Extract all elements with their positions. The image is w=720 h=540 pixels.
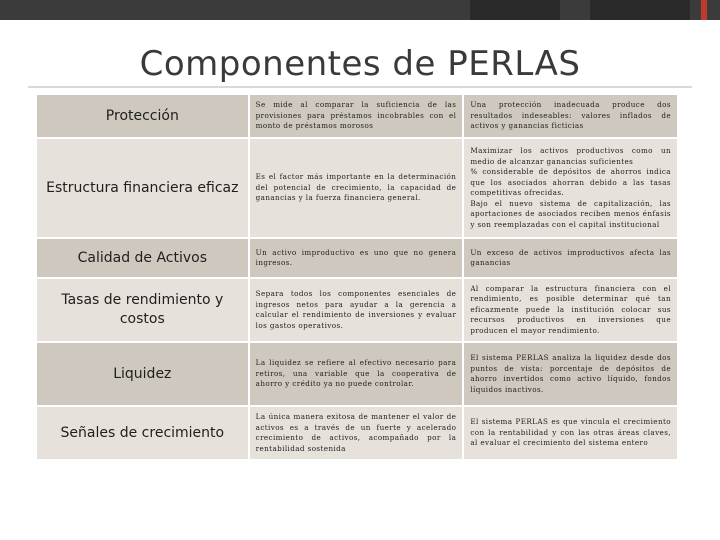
effect-line: Al comparar la estructura financiera con el rendimiento, es posible determinar qué tan eficazmente puede la institución colocar sus recursos productivos en inversiones que producen el mayor rendimiento. <box>470 283 671 335</box>
effect-cell <box>464 407 677 459</box>
component-label: Tasas de rendimiento y costos <box>37 279 248 341</box>
effect-line: El sistema PERLAS es que vincula el crecimiento con la rentabilidad y con las otras áreas claves, al evaluar el crecimiento del sistema entero <box>470 417 671 448</box>
top-bar-segment <box>470 0 560 20</box>
table-row <box>37 139 677 237</box>
description-cell: Separa todos los componentes esenciales de ingresos netos para ayudar a la gerencia a calcular el rendimiento de inversiones y evaluar los gastos operativos. <box>250 279 463 341</box>
effect-cell <box>464 139 677 237</box>
accent-mark <box>701 0 707 20</box>
effect-cell <box>464 343 677 405</box>
effect-cell <box>464 239 677 277</box>
effect-line: Un exceso de activos improductivos afecta las ganancias <box>470 247 671 267</box>
component-label: Protección <box>37 95 248 137</box>
component-label: Estructura financiera eficaz <box>37 139 248 237</box>
effect-line: Maximizar los activos productivos como un medio de alcanzar ganancias suficientes <box>470 146 671 166</box>
component-label: Liquidez <box>37 343 248 405</box>
description-cell: Un activo improductivo es uno que no genera ingresos. <box>250 239 463 277</box>
description-cell: La única manera exitosa de mantener el valor de activos es a través de un fuerte y acelerado crecimiento de activos, acompañado por la rentabilidad sostenida <box>250 407 463 459</box>
slide-title: Componentes de PERLAS <box>139 44 581 84</box>
title-divider <box>28 86 692 88</box>
top-bar-segment <box>590 0 690 20</box>
perlas-table <box>35 93 679 461</box>
component-label: Señales de crecimiento <box>37 407 248 459</box>
table-row <box>37 343 677 405</box>
top-bar <box>0 0 720 20</box>
description-cell: La liquidez se refiere al efectivo necesario para retiros, una variable que la cooperativa de ahorro y crédito ya no puede controlar. <box>250 343 463 405</box>
effect-line: Bajo el nuevo sistema de capitalización, las aportaciones de asociados reciben menos énfasis y son reemplazadas con el capital institucional <box>470 198 671 229</box>
effect-cell <box>464 279 677 341</box>
description-cell: Es el factor más importante en la determinación del potencial de crecimiento, la capacidad de ganancias y la fuerza financiera general. <box>250 139 463 237</box>
effect-line: % considerable de depósitos de ahorros indica que los asociados ahorran debido a las tasas competitivas ofrecidas. <box>470 167 671 197</box>
table-row <box>37 407 677 459</box>
table-row <box>37 279 677 341</box>
effect-cell <box>464 95 677 137</box>
effect-line: Una protección inadecuada produce dos resultados indeseables: valores inflados de activos y ganancias ficticias <box>470 100 671 131</box>
description-cell: Se mide al comparar la suficiencia de las provisiones para préstamos incobrables con el monto de préstamos morosos <box>250 95 463 137</box>
table-row <box>37 95 677 137</box>
component-label: Calidad de Activos <box>37 239 248 277</box>
table-row <box>37 239 677 277</box>
effect-line: El sistema PERLAS analiza la liquidez desde dos puntos de vista: porcentaje de depósitos de ahorro invertidos como activo líquido, fondos líquidos inactivos. <box>470 353 671 394</box>
